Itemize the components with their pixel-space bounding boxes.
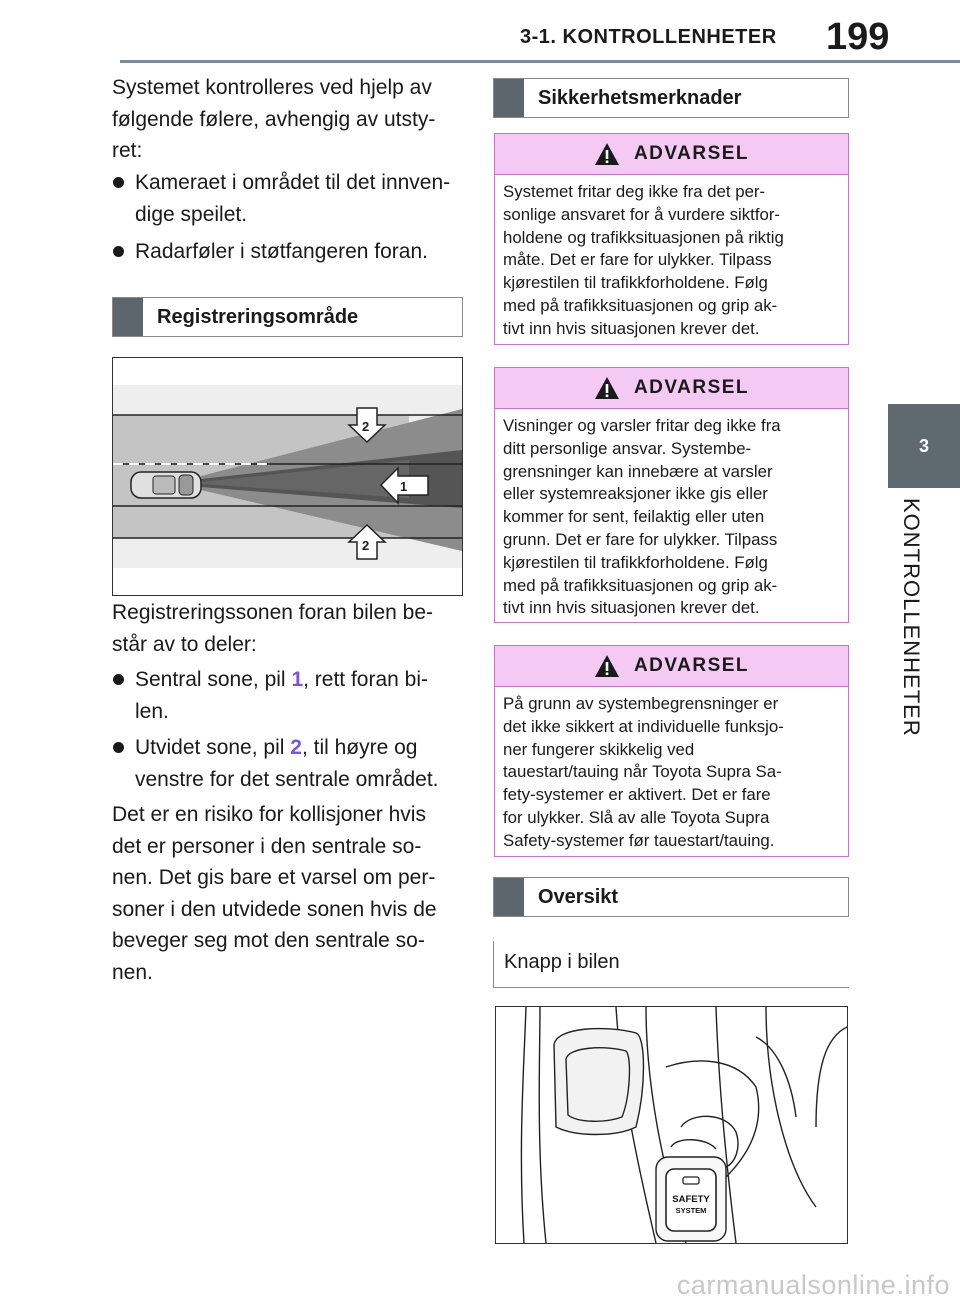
safety-button-icon [666,1169,716,1231]
warning-line: med på trafikksituasjonen og grip ak- [503,575,778,595]
chapter-label: KONTROLLENHETER [899,498,924,737]
warning-line: tivt inn hvis situasjonen krever det. [503,598,760,618]
fig-label-2-top: 2 [362,419,370,434]
intro-line: ret: [112,139,143,162]
warning-line: sonlige ansvaret for å vurdere siktfor- [503,204,781,224]
warning-line: Visninger og varsler fritar deg ikke fra [503,416,781,435]
warning-header [495,646,848,687]
warning-line: kommer for sent, feilaktig eller uten [503,507,765,527]
warning-body [495,175,848,347]
detection-zone-diagram [112,357,463,596]
heading-label: Registreringsområde [157,305,359,328]
warning-header [495,368,848,409]
warning-header [495,134,848,175]
warning-line: ditt personlige ansvar. Systembe- [503,438,752,458]
arrow-number: 2 [290,736,302,759]
warning-line: for ulykker. Slå av alle Toyota Supra [503,807,770,827]
section-title: 3-1. KONTROLLENHETER [520,26,777,48]
text-span: , til høyre og [301,736,418,759]
text-span: Sentral sone, pil [135,668,292,691]
risk-line: nen. [112,960,153,984]
warning-title: ADVARSEL [633,655,750,676]
warning-line: holdene og trafikksituasjonen på riktig [503,227,784,247]
warning-line: eller systemreaksjoner ikke gis eller [503,484,768,504]
heading-bar [113,298,143,336]
list-item-text: Kameraet i området til det innven- [135,171,451,194]
watermark: carmanualsonline.info [676,1270,950,1300]
section-heading-oversikt [493,877,849,917]
warning-line: Safety-systemer før tauestart/tauing. [503,830,775,850]
warning-line: det ikke sikkert at individuelle funksjo- [503,716,784,736]
warning-body [495,409,848,626]
heading-bar [494,79,524,117]
warning-line: tauestart/tauing når Toyota Supra Sa- [503,762,782,782]
safety-button-illustration [495,1006,848,1244]
fig-label-2-bottom: 2 [362,538,370,553]
warning-line: kjørestilen til trafikkforholdene. Følg [503,273,768,293]
risk-line: soner i den utvidede sonen hvis de [112,897,437,921]
risk-line: beveger seg mot den sentrale so- [112,929,425,952]
warning-line: grunn. Det er fare for ulykker. Tilpass [503,529,778,549]
risk-line: Det er en risiko for kollisjoner hvis [112,803,426,826]
button-text-system: SYSTEM [675,1206,707,1215]
subheading-box [493,941,849,988]
warning-box [494,367,849,623]
intro-paragraph [112,72,472,167]
warning-line: ner fungerer skikkelig ved [503,739,695,759]
list-item [113,167,473,230]
chapter-side-label [886,490,958,750]
warning-line: med på trafikksituasjonen og grip ak- [503,295,778,315]
warning-line: På grunn av systembegrensninger er [503,694,779,713]
heading-bar [494,878,524,916]
warning-line: måte. Det er fare for ulykker. Tilpass [503,250,772,270]
list-item-text: len. [135,699,169,723]
console-svg [496,1007,847,1243]
list-item [113,732,473,795]
warning-title: ADVARSEL [633,377,750,398]
warning-box [494,645,849,857]
sensor-list [113,167,473,268]
list-item [113,236,473,268]
text-span: Utvidet sone, pil [135,736,291,759]
warning-line: kjørestilen til trafikkforholdene. Følg [503,552,768,572]
intro-line: Systemet kontrolleres ved hjelp av [112,76,432,99]
section-heading-registrering [112,297,463,337]
list-item [113,664,473,727]
warning-body [495,687,848,859]
section-heading-sikkerhet [493,78,849,118]
header-rule [120,60,960,63]
intro-line: følgende følere, avhengig av utsty- [112,107,436,131]
zone-intro-line: står av to deler: [112,632,257,656]
warning-triangle-icon [594,654,620,678]
page-number: 199 [826,16,890,58]
zone-list [113,664,473,795]
risk-line: det er personer i den sentrale so- [112,834,422,858]
warning-line: Systemet fritar deg ikke fra det per- [503,182,766,201]
risk-line: nen. Det gis bare et varsel om per- [112,866,436,889]
subheading-label: Knapp i bilen [504,951,620,973]
list-item-text: Radarføler i støtfangeren foran. [135,240,428,263]
warning-box [494,133,849,345]
warning-line: fety-systemer er aktivert. Det er fare [503,785,771,805]
warning-line: grensninger kan innebære at varsler [503,461,773,481]
warning-line: tivt inn hvis situasjonen krever det. [503,318,760,338]
heading-label: Oversikt [538,885,619,908]
list-item-text: venstre for det sentrale området. [135,767,439,791]
list-item-text [135,732,473,764]
warning-triangle-icon [594,142,620,166]
zone-intro-line: Registreringssonen foran bilen be- [112,601,434,624]
detection-zone-svg [113,358,462,595]
heading-label: Sikkerhetsmerknader [538,86,742,109]
warning-title: ADVARSEL [633,143,750,164]
arrow-number: 1 [291,668,304,691]
button-text-safety: SAFETY [672,1194,710,1205]
chapter-tab [888,404,960,488]
warning-triangle-icon [594,376,620,400]
list-item-text: dige speilet. [135,202,248,226]
list-item-text [135,664,473,696]
risk-paragraph [112,799,472,988]
chapter-number: 3 [918,435,929,456]
car-icon [131,472,201,498]
zone-intro-paragraph [112,597,472,660]
text-span: , rett foran bi- [303,668,429,691]
fig-label-1: 1 [400,479,408,494]
